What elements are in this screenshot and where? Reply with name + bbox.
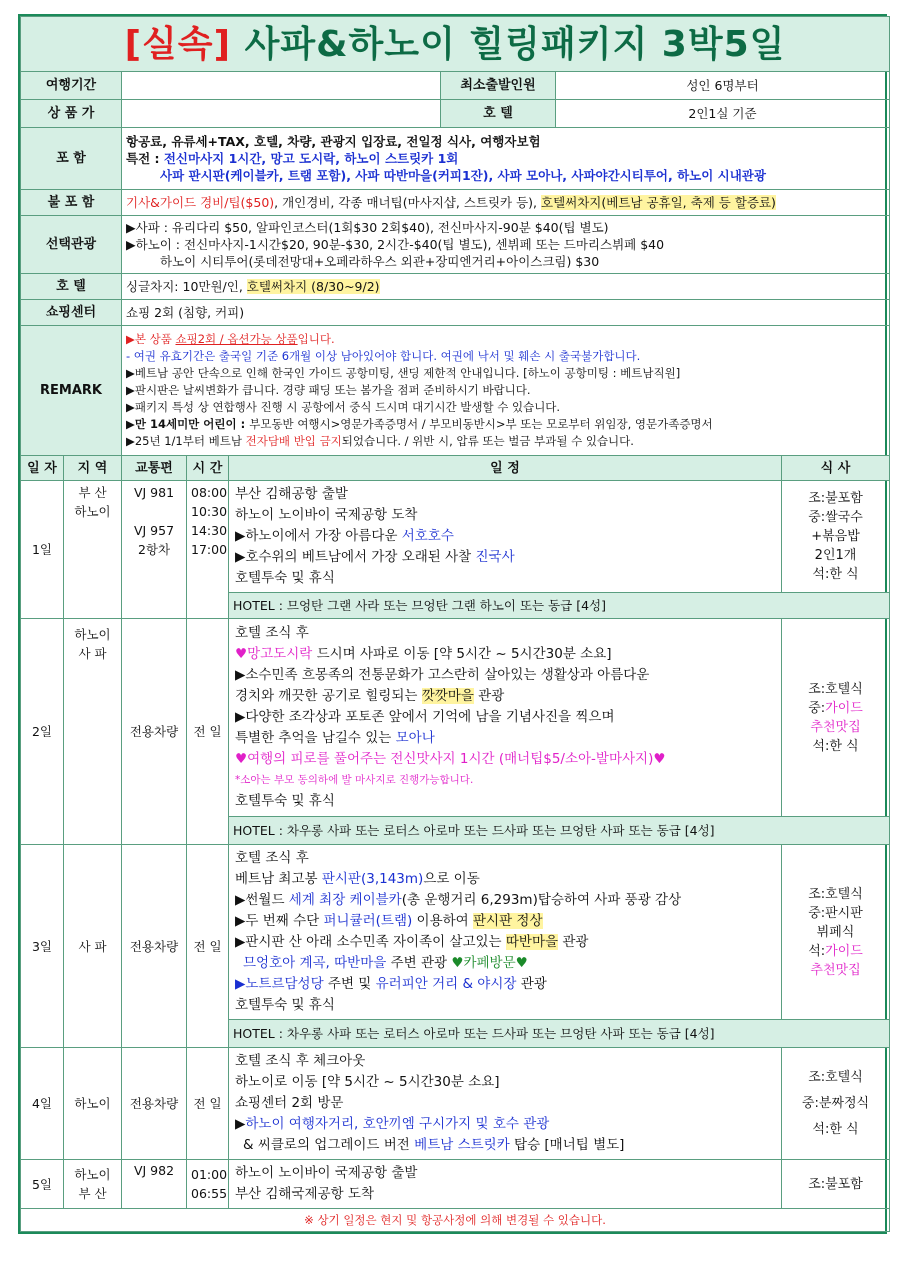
day2-itinerary: 호텔 조식 후 ♥망고도시락 드시며 사파로 이동 [약 5시간 ~ 5시간30분 소요] ▶소수민족 흐몽족의 전통문화가 고스란히 살아있는 생활상과 아름다운 경치와 깨끗한 공기로 힐링되는 깟깟마을 관광 ▶다양한 조각상과 포토존 앞에서 기억에 남을 기념사진을 찍으며 특별한 추억을 남길수 있는 모아나 ♥여행의 피로를 풀어주는 전신맛사지 1시간 (매너팁$5/소아-발마사지)♥ *소아는 부모 동의하에 발 마사지로 진행가능합니다. 호텔투숙 및 휴식 — [229, 619, 782, 817]
day1-meal: 조:불포함 중:쌀국수 +볶음밥 2인1개 석:한 식 — [782, 481, 890, 593]
hotel-info-label: 호 텔 — [441, 100, 556, 128]
day-4: 4일 — [21, 1048, 64, 1160]
col-day: 일 자 — [21, 456, 64, 481]
title-tag: [실속] — [124, 23, 232, 65]
day2-transport: 전용차량 — [122, 619, 187, 845]
day2-meal: 조:호텔식 중:가이드 추천맛집 석:한 식 — [782, 619, 890, 817]
day3-itinerary: 호텔 조식 후 베트남 최고봉 판시판(3,143m)으로 이동 ▶썬월드 세계 최장 케이블카(총 운행거리 6,293m)탑승하여 사파 풍광 감상 ▶두 번째 수단 퍼니큘러(트램) 이용하여 판시판 정상 ▶판시판 산 아래 소수민족 자이족이 살고있는 따반마을 관광 므엉호아 계곡, 따반마을 주변 관광 ♥카페방문♥ ▶노트르담성당 주변 및 유러피안 거리 & 야시장 관광 호텔투숙 및 휴식 — [229, 845, 782, 1020]
day5-time: 01:00 06:55 — [187, 1160, 229, 1209]
day3-region: 사 파 — [64, 845, 122, 1048]
day3-meal: 조:호텔식 중:판시판 뷔페식 석:가이드 추천맛집 — [782, 845, 890, 1020]
period-value — [122, 72, 441, 100]
day2-time: 전 일 — [187, 619, 229, 845]
day5-region: 하노이 부 산 — [64, 1160, 122, 1209]
include-line-1: 항공료, 유류세+TAX, 호텔, 차량, 관광지 입장료, 전일정 식사, 여행자보험 — [126, 134, 541, 149]
optional-tours-content: ▶사파 : 유리다리 $50, 알파인코스터(1회$30 2회$40), 전신마사지-90분 $40(팁 별도) ▶하노이 : 전신마사지-1시간$20, 90분-$30, 2시간-$40(팁 별도), 센뷔페 또는 드마리스뷔페 $40 하노이 시티투어(롯데전망대+오페라하우스 외관+장띠엔거리+아이스크림) $30 — [122, 216, 890, 274]
day1-itinerary: 부산 김해공항 출발 하노이 노이바이 국제공항 도착 ▶하노이에서 가장 아름다운 서호호수 ▶호수위의 베트남에서 가장 오래된 사찰 진국사 호텔투숙 및 휴식 — [229, 481, 782, 593]
day1-hotel: HOTEL : 므엉탄 그랜 사라 또는 므엉탄 그랜 하노이 또는 동급 [4성] — [229, 593, 890, 619]
hotel-surcharge-label: 호 텔 — [21, 274, 122, 300]
day3-time: 전 일 — [187, 845, 229, 1048]
footer-note: ※ 상기 일정은 현지 및 항공사정에 의해 변경될 수 있습니다. — [21, 1209, 890, 1232]
day1-time: 08:00 10:30 14:30 17:00 — [187, 481, 229, 619]
col-itinerary: 일 정 — [229, 456, 782, 481]
include-line-3: 사파 판시판(케이블카, 트램 포함), 사파 따반마을(커피1잔), 사파 모아나, 사파야간시티투어, 하노이 시내관광 — [160, 168, 766, 183]
product-price-label: 상 품 가 — [21, 100, 122, 128]
hotel-info-value: 2인1실 기준 — [556, 100, 890, 128]
day4-itinerary: 호텔 조식 후 체크아웃 하노이로 이동 [약 5시간 ~ 5시간30분 소요] 쇼핑센터 2회 방문 ▶하노이 여행자거리, 호안끼엠 구시가지 및 호수 관광 & 씨클로의 업그레이드 버전 베트남 스트릿카 탑승 [매너팁 별도] — [229, 1048, 782, 1160]
itinerary-sheet — [18, 14, 887, 1234]
hotel-surcharge-content: 싱글차지: 10만원/인, 호텔써차지 (8/30~9/2) — [122, 274, 890, 300]
day2-hotel: HOTEL : 차우롱 사파 또는 로터스 아로마 또는 드사파 또는 므엉탄 사파 또는 동급 [4성] — [229, 817, 890, 845]
day1-region: 부 산 하노이 — [64, 481, 122, 619]
day-3: 3일 — [21, 845, 64, 1048]
remark-label: REMARK — [21, 326, 122, 456]
exclude-label: 불 포 함 — [21, 190, 122, 216]
day5-meal: 조:불포함 — [782, 1160, 890, 1209]
day-1: 1일 — [21, 481, 64, 619]
day5-transport: VJ 982 — [122, 1160, 187, 1209]
page-title — [21, 17, 890, 72]
day1-transport: VJ 981 VJ 957 2항차 — [122, 481, 187, 619]
period-label: 여행기간 — [21, 72, 122, 100]
day4-time: 전 일 — [187, 1048, 229, 1160]
col-time: 시 간 — [187, 456, 229, 481]
include-label: 포 함 — [21, 128, 122, 190]
include-line-2: 특전 : 전신마사지 1시간, 망고 도시락, 하노이 스트릿카 1회 — [126, 151, 459, 166]
title-main: 사파&하노이 힐링패키지 3박5일 — [244, 23, 786, 65]
day4-region: 하노이 — [64, 1048, 122, 1160]
min-people-label: 최소출발인원 — [441, 72, 556, 100]
shopping-content: 쇼핑 2회 (침향, 커피) — [122, 300, 890, 326]
col-region: 지 역 — [64, 456, 122, 481]
exclude-content: 기사&가이드 경비/팁($50), 개인경비, 각종 매너팁(마사지샵, 스트릿카 등), 호텔써차지(베트남 공휴일, 축제 등 할증료) — [122, 190, 890, 216]
day5-itinerary: 하노이 노이바이 국제공항 출발 부산 김해국제공항 도착 — [229, 1160, 782, 1209]
day3-transport: 전용차량 — [122, 845, 187, 1048]
remark-content: ▶본 상품 쇼핑2회 / 옵션가능 상품입니다. - 여권 유효기간은 출국일 기준 6개월 이상 남아있어야 합니다. 여권에 낙서 및 훼손 시 출국불가합니다. ▶베트남 공안 단속으로 인해 한국인 가이드 공항미팅, 샌딩 제한적 안내입니다. [하노이 공항미팅 : 베트남직원] ▶판시판은 날씨변화가 큽니다. 경량 패딩 또는 봄가을 점퍼 준비하시기 바랍니다. ▶패키지 특성 상 연합행사 진행 시 공항에서 중식 드시며 대기시간 발생할 수 있습니다. ▶만 14세미만 어린이 : 부모동반 여행시>영문가족증명서 / 부모비동반시>부 또는 모로부터 위임장, 영문가족증명서 ▶25년 1/1부터 베트남 전자담배 반입 금지되었습니다. / 위반 시, 압류 또는 벌금 부과될 수 있습니다. — [122, 326, 890, 456]
shopping-label: 쇼핑센터 — [21, 300, 122, 326]
day2-region: 하노이 사 파 — [64, 619, 122, 845]
product-price-value — [122, 100, 441, 128]
day4-meal: 조:호텔식 중:분짜정식 석:한 식 — [782, 1048, 890, 1160]
include-content — [122, 128, 890, 190]
min-people-value: 성인 6명부터 — [556, 72, 890, 100]
optional-tours-label: 선택관광 — [21, 216, 122, 274]
col-meal: 식 사 — [782, 456, 890, 481]
day-5: 5일 — [21, 1160, 64, 1209]
day4-transport: 전용차량 — [122, 1048, 187, 1160]
day-2: 2일 — [21, 619, 64, 845]
day3-hotel: HOTEL : 차우롱 사파 또는 로터스 아로마 또는 드사파 또는 므엉탄 사파 또는 동급 [4성] — [229, 1020, 890, 1048]
col-transport: 교통편 — [122, 456, 187, 481]
